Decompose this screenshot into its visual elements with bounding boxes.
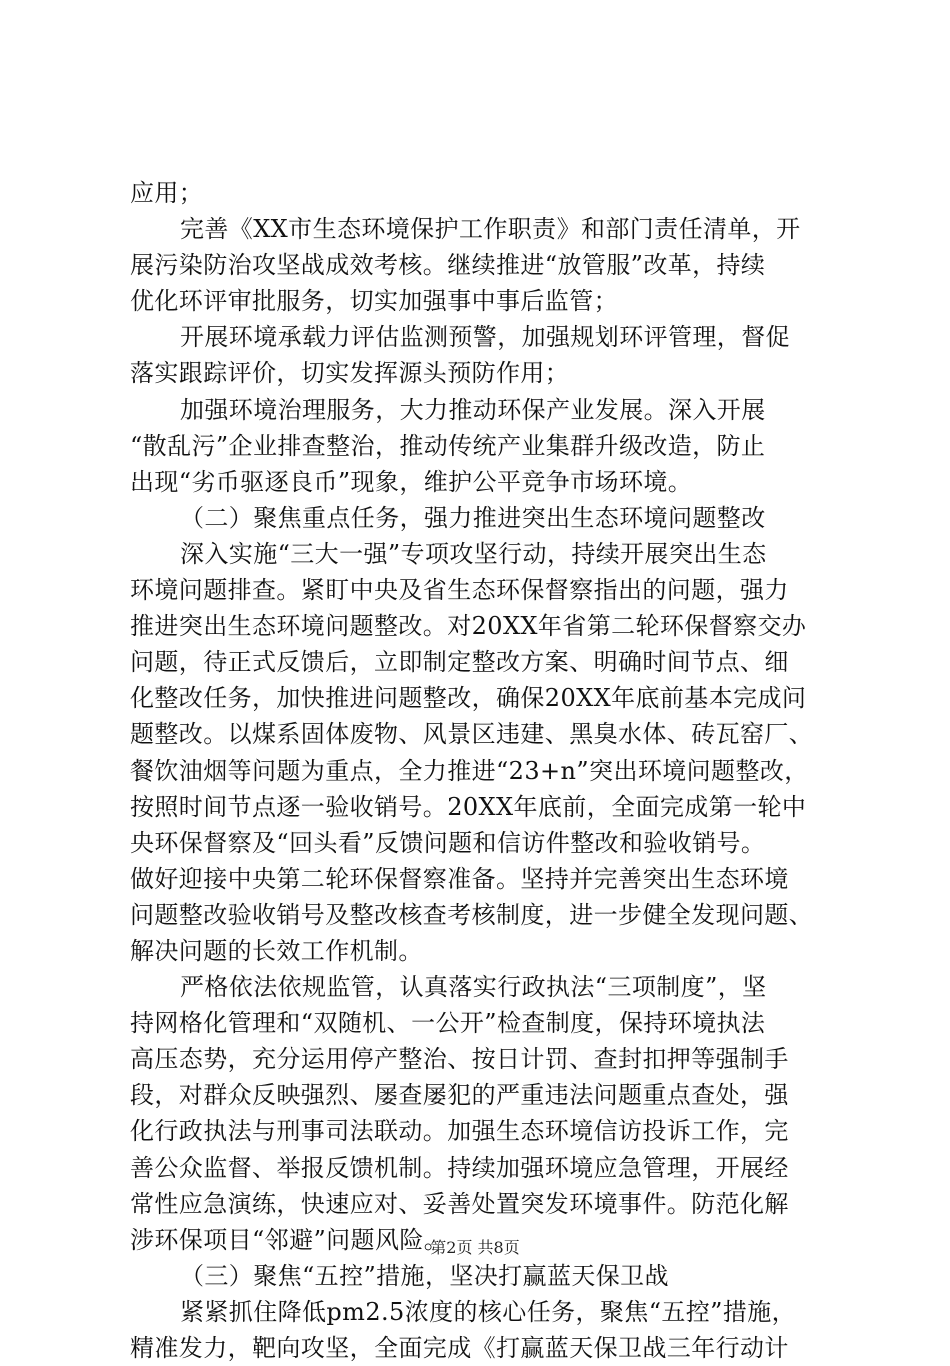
text-line: 问题，待正式反馈后，立即制定整改方案、明确时间节点、细 — [130, 648, 789, 677]
text-line: 餐饮油烟等问题为重点，全力推进“23+n”突出环境问题整改， — [130, 756, 809, 785]
text-line: 展污染防治攻坚战成效考核。继续推进“放管服”改革，持续 — [130, 251, 766, 280]
text-line: 段，对群众反映强烈、屡查屡犯的严重违法问题重点查处，强 — [130, 1081, 789, 1110]
text-line: 做好迎接中央第二轮环保督察准备。坚持并完善突出生态环境 — [130, 864, 789, 893]
text-line: 严格依法依规监管，认真落实行政执法“三项制度”，坚 — [180, 973, 767, 1002]
text-line: 出现“劣币驱逐良币”现象，维护公平竞争市场环境。 — [130, 467, 693, 496]
text-line: 常性应急演练，快速应对、妥善处置突发环境事件。防范化解 — [130, 1189, 789, 1218]
text-line: 化行政执法与刑事司法联动。加强生态环境信访投诉工作，完 — [130, 1117, 789, 1146]
text-line: 环境问题排查。紧盯中央及省生态环保督察指出的问题，强力 — [130, 576, 789, 605]
text-line: 深入实施“三大一强”专项攻坚行动，持续开展突出生态 — [180, 539, 767, 568]
text-line: 涉环保项目“邻避”问题风险。 — [130, 1225, 449, 1254]
text-line: 解决问题的长效工作机制。 — [130, 936, 423, 965]
text-line: （二）聚焦重点任务，强力推进突出生态环境问题整改 — [180, 503, 766, 532]
text-line: 紧紧抓住降低pm2.5浓度的核心任务，聚焦“五控”措施， — [180, 1297, 797, 1326]
text-line: 问题整改验收销号及整改核查考核制度，进一步健全发现问题、 — [130, 900, 814, 929]
text-line: “散乱污”企业排查整治，推动传统产业集群升级改造，防止 — [130, 431, 766, 460]
document-body — [130, 175, 835, 1366]
text-line: 优化环评审批服务，切实加强事中事后监管； — [130, 287, 618, 316]
text-line: 按照时间节点逐一验收销号。20XX年底前，全面完成第一轮中 — [130, 792, 807, 821]
text-line: 持网格化管理和“双随机、一公开”检查制度，保持环境执法 — [130, 1009, 766, 1038]
text-line: 高压态势，充分运用停产整治、按日计罚、查封扣押等强制手 — [130, 1045, 789, 1074]
text-line: 化整改任务，加快推进问题整改，确保20XX年底前基本完成问 — [130, 684, 807, 713]
text-line: 善公众监督、举报反馈机制。持续加强环境应急管理，开展经 — [130, 1153, 789, 1182]
text-line: 落实跟踪评价，切实发挥源头预防作用； — [130, 359, 570, 388]
text-line: 题整改。以煤系固体废物、风景区违建、黑臭水体、砖瓦窑厂、 — [130, 720, 814, 749]
text-line: 加强环境治理服务，大力推动环保产业发展。深入开展 — [180, 395, 766, 424]
text-line: 精准发力，靶向攻坚，全面完成《打赢蓝天保卫战三年行动计 — [130, 1334, 789, 1362]
text-line: 完善《XX市生态环境保护工作职责》和部门责任清单，开 — [180, 215, 801, 244]
text-line: 开展环境承载力评估监测预警，加强规划环评管理，督促 — [180, 323, 790, 352]
text-line: 应用； — [130, 179, 204, 207]
text-line: 央环保督察及“回头看”反馈问题和信访件整改和验收销号。 — [130, 828, 766, 857]
page-footer: 第2页 共8页 — [430, 1238, 520, 1257]
text-line: （三）聚焦“五控”措施，坚决打赢蓝天保卫战 — [180, 1261, 669, 1290]
text-line: 推进突出生态环境问题整改。对20XX年省第二轮环保督察交办 — [130, 612, 807, 641]
